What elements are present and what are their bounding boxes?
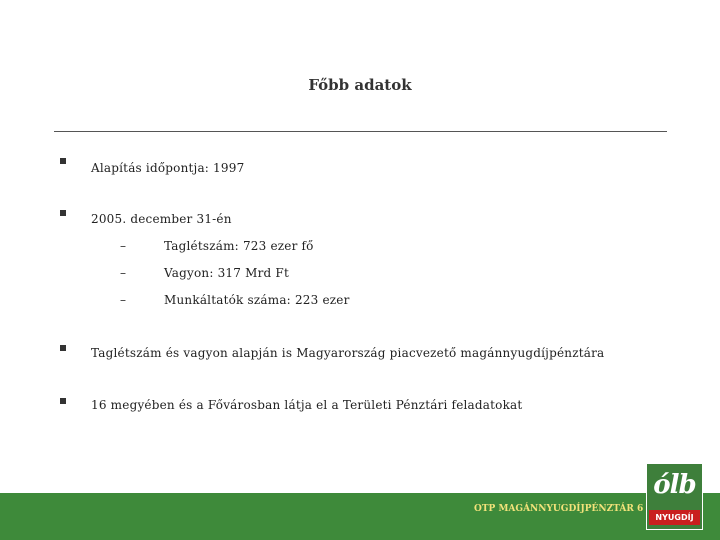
bullet-founding-date: Alapítás időpontja: 1997 — [91, 161, 245, 175]
footer-bar — [0, 493, 720, 540]
logo-mark: ólb — [653, 470, 696, 500]
sub-assets: Vagyon: 317 Mrd Ft — [164, 266, 289, 280]
sub-dash: – — [120, 239, 126, 253]
sub-employers: Munkáltatók száma: 223 ezer — [164, 293, 350, 307]
sub-dash: – — [120, 293, 126, 307]
bullet-regional-tasks: 16 megyében és a Fővárosban látja el a Területi Pénztári feladatokat — [91, 398, 523, 412]
bullet-marker — [60, 398, 66, 404]
bullet-marker — [60, 158, 66, 164]
company-logo — [646, 463, 703, 530]
slide-title: Főbb adatok — [308, 76, 412, 94]
title-divider — [54, 131, 667, 132]
logo-label: NYUGDÍJ — [649, 510, 700, 525]
bullet-marker — [60, 345, 66, 351]
sub-membership: Taglétszám: 723 ezer fő — [164, 239, 314, 253]
bullet-market-leader: Taglétszám és vagyon alapján is Magyarország piacvezető magánnyugdíjpénztára — [91, 346, 605, 360]
footer-company-page: OTP MAGÁNNYUGDÍJPÉNZTÁR 6 — [474, 504, 644, 514]
bullet-date-heading: 2005. december 31-én — [91, 212, 232, 226]
bullet-marker — [60, 210, 66, 216]
sub-dash: – — [120, 266, 126, 280]
